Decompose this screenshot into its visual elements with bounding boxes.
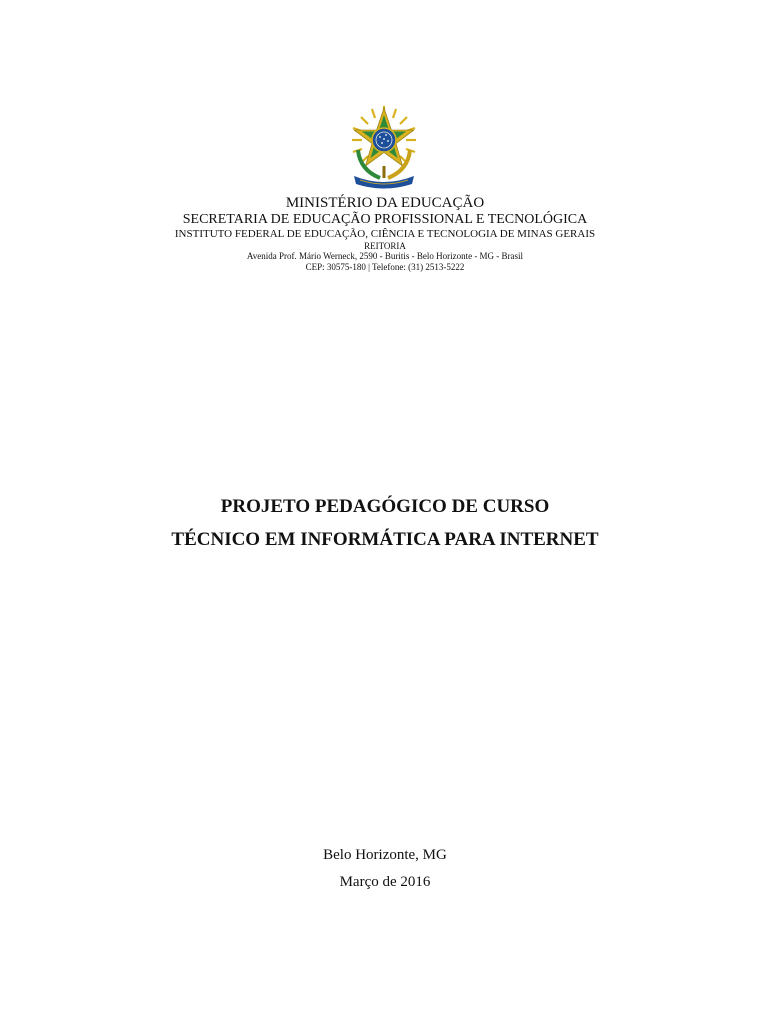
reitoria-label: REITORIA bbox=[364, 240, 406, 251]
footer-city: Belo Horizonte, MG bbox=[323, 847, 447, 863]
title-line-1: PROJETO PEDAGÓGICO DE CURSO bbox=[220, 496, 550, 517]
instituto-name: INSTITUTO FEDERAL DE EDUCAÇÃO, CIÊNCIA E TECNOLOGIA DE MINAS GERAIS bbox=[174, 228, 596, 241]
document-footer bbox=[0, 842, 770, 896]
institution-header bbox=[0, 196, 770, 272]
address-line: Avenida Prof. Mário Werneck, 2590 - Buritis - Belo Horizonte - MG - Brasil bbox=[246, 251, 524, 262]
title-line-2: TÉCNICO EM INFORMÁTICA PARA INTERNET bbox=[171, 529, 599, 550]
contact-line: CEP: 30575-180 | Telefone: (31) 2513-5222 bbox=[305, 261, 465, 272]
secretaria-name: SECRETARIA DE EDUCAÇÃO PROFISSIONAL E TECNOLÓGICA bbox=[182, 211, 588, 227]
brazil-coat-of-arms-icon bbox=[338, 100, 430, 192]
document-title bbox=[0, 490, 770, 556]
footer-date: Março de 2016 bbox=[339, 874, 431, 890]
ministry-name: MINISTÉRIO DA EDUCAÇÃO bbox=[285, 195, 485, 211]
